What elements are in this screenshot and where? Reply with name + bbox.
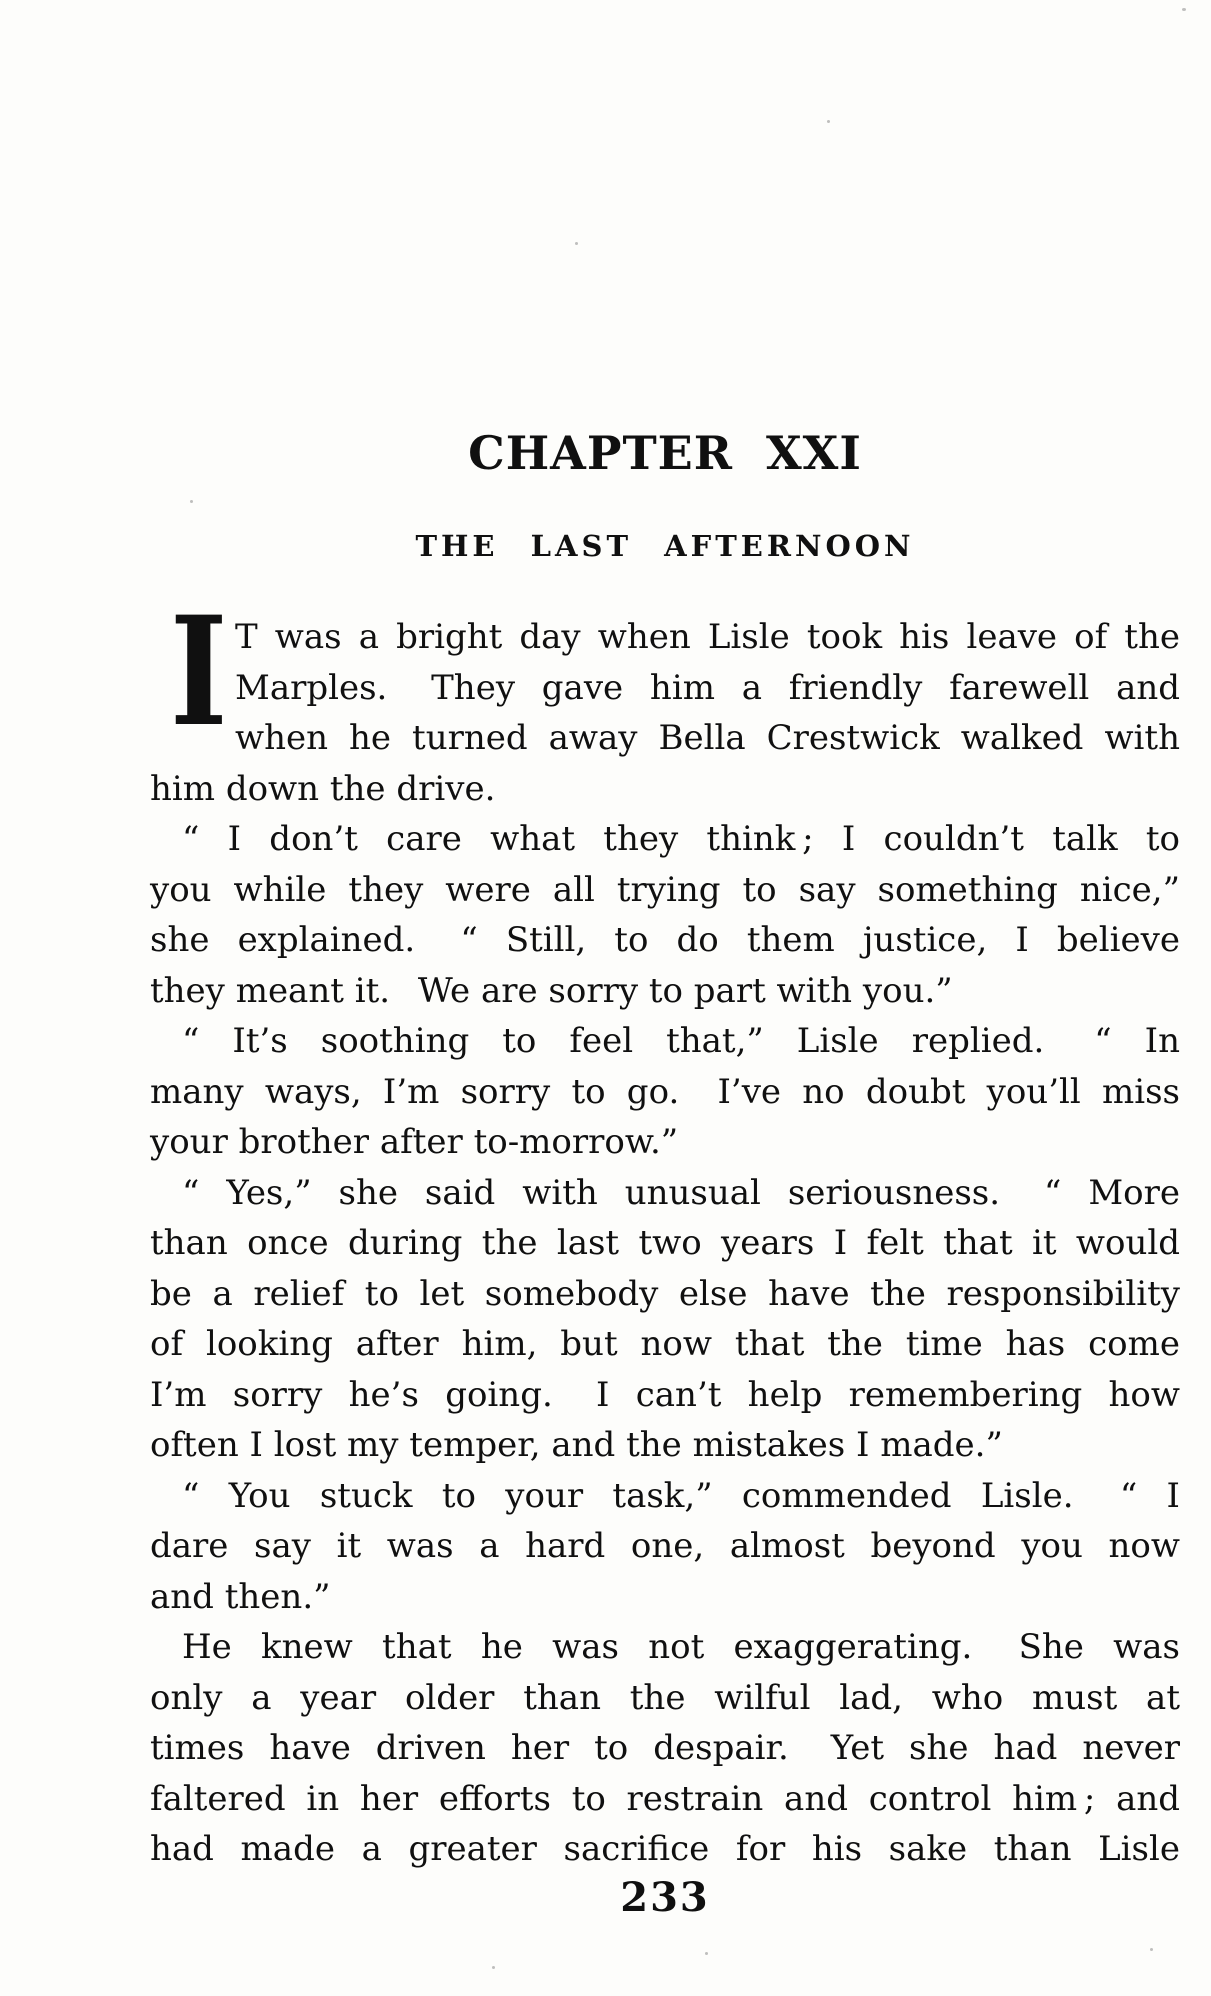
body-line: you while they were all trying to say something nice,” [150,869,1180,910]
body-line: “ You stuck to your task,” commended Lisle. “ I [182,1475,1180,1516]
body-line: times have driven her to despair. Yet she had never [150,1728,1180,1768]
body-line: she explained. “ Still, to do them justice, I believe [150,920,1180,960]
body-line: I’m sorry he’s going. I can’t help remembering how [150,1374,1180,1415]
scan-speck [1182,8,1186,11]
body-line: He knew that he was not exaggerating. She was [182,1627,1180,1667]
scan-speck [1150,1948,1153,1951]
body-line: your brother after to-morrow.” [150,1122,679,1162]
body-line: they meant it. We are sorry to part with you.” [150,970,953,1011]
scan-speck [705,1952,708,1955]
body-line: him down the drive. [150,768,496,809]
body-text [150,612,1180,1875]
scan-speck [492,1966,495,1969]
scan-speck [827,120,830,123]
body-line: faltered in her efforts to restrain and control him ; and [150,1778,1180,1819]
body-line: T was a bright day when Lisle took his leave of the [235,617,1180,657]
body-line: than once during the last two years I felt that it would [150,1223,1180,1263]
body-line: and then.” [150,1576,331,1617]
section-title: THE LAST AFTERNOON [415,529,915,563]
drop-cap-letter: I [170,584,228,760]
body-line: when he turned away Bella Crestwick walked with [235,718,1180,758]
body-line: Marples. They gave him a friendly farewell and [235,667,1180,708]
body-line: often I lost my temper, and the mistakes I made.” [150,1425,1003,1465]
page-number: 233 [620,1874,710,1921]
body-line: “ It’s soothing to feel that,” Lisle replied. “ In [182,1021,1180,1061]
body-line: of looking after him, but now that the time has come [150,1324,1180,1364]
body-line: “ I don’t care what they think ; I couldn’t talk to [182,819,1180,859]
body-line: had made a greater sacrifice for his sake than Lisle [150,1829,1180,1869]
chapter-heading: CHAPTER XXI [468,426,862,480]
body-line: only a year older than the wilful lad, who must at [150,1677,1180,1718]
body-line: dare say it was a hard one, almost beyond you now [150,1526,1180,1566]
body-line: “ Yes,” she said with unusual seriousness. “ More [182,1172,1180,1213]
body-line: many ways, I’m sorry to go. I’ve no doubt you’ll miss [150,1071,1180,1112]
scan-speck [575,242,578,245]
scan-speck [190,500,193,503]
body-line: be a relief to let somebody else have the responsibility [150,1273,1180,1314]
